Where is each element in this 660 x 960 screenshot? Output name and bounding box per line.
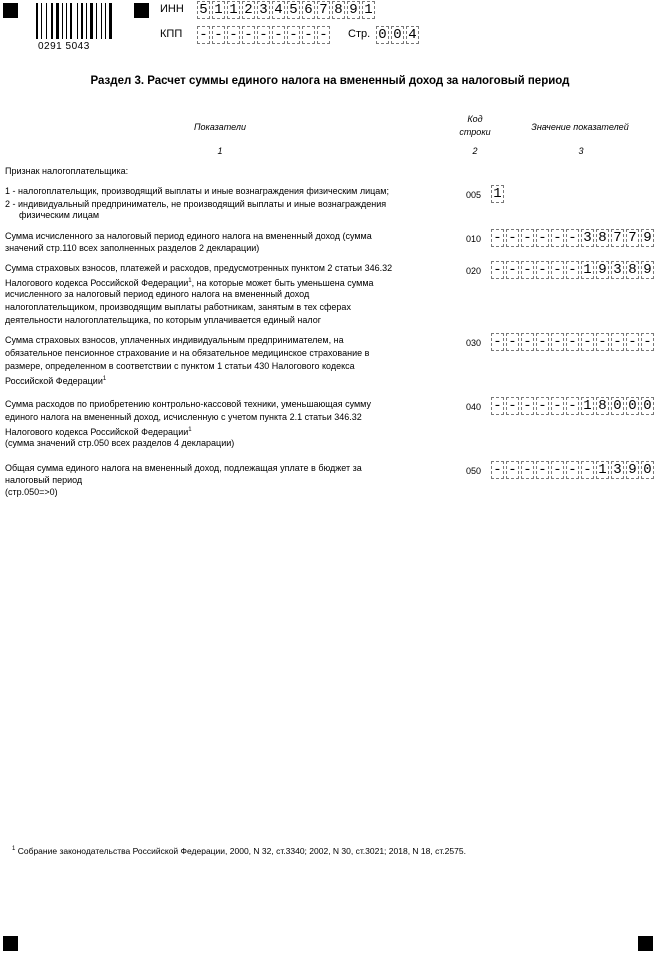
value-cells-005	[491, 185, 506, 203]
value-cells-030	[491, 333, 656, 351]
row-030-line1: Сумма страховых взносов, уплаченных индивидуальным предпринимателем, на	[5, 335, 344, 345]
char-cell: -	[317, 26, 330, 44]
char-cell: -	[566, 461, 579, 479]
section-title: Раздел 3. Расчет суммы единого налога на вмененный доход за налоговый период	[90, 75, 570, 87]
barcode-bar	[79, 3, 80, 39]
char-cell: -	[611, 333, 624, 351]
sign-option-2: 2 - индивидуальный предприниматель, не производящий выплаты и иные вознаграждения	[5, 199, 387, 209]
row-050-line1: Общая сумма единого налога на вмененный доход, подлежащая уплате в бюджет за	[5, 463, 362, 473]
char-cell: -	[626, 333, 639, 351]
column-number-1: 1	[217, 146, 223, 156]
char-cell: -	[551, 261, 564, 279]
row-020-footnote-ref: 1	[188, 278, 192, 284]
char-cell: -	[521, 333, 534, 351]
char-cell: 1	[491, 185, 504, 203]
barcode-bar	[88, 3, 89, 39]
char-cell: -	[521, 397, 534, 415]
row-code-050: 050	[466, 466, 482, 476]
char-cell: -	[491, 461, 504, 479]
char-cell: -	[491, 333, 504, 351]
value-cells-050	[491, 461, 656, 479]
corner-marker-bottom-right	[638, 936, 653, 951]
char-cell: -	[506, 229, 519, 247]
char-cell: 1	[362, 1, 375, 19]
barcode-bar	[51, 3, 53, 39]
char-cell: -	[506, 333, 519, 351]
char-cell: 7	[611, 229, 624, 247]
char-cell: 8	[332, 1, 345, 19]
char-cell: -	[197, 26, 210, 44]
column-header-values: Значение показателей	[531, 122, 629, 132]
char-cell: -	[212, 26, 225, 44]
row-code-010: 010	[466, 234, 482, 244]
char-cell: -	[302, 26, 315, 44]
char-cell: 3	[611, 261, 624, 279]
column-header-code-line1: Код	[467, 114, 483, 124]
char-cell: 4	[272, 1, 285, 19]
barcode-bar	[60, 3, 61, 39]
char-cell: -	[287, 26, 300, 44]
barcode-bar	[86, 3, 88, 39]
barcode-bar	[70, 3, 72, 39]
barcode-bar	[101, 3, 102, 39]
barcode-bar	[46, 3, 47, 39]
char-cell: -	[536, 229, 549, 247]
barcode-bar	[113, 3, 115, 39]
row-040-footnote-ref: 1	[188, 427, 192, 433]
kpp-cells	[197, 26, 332, 44]
row-020-line5: деятельности налогоплательщика, по которым уплачивается единый налог	[5, 315, 322, 325]
char-cell: -	[581, 461, 594, 479]
char-cell: 9	[347, 1, 360, 19]
row-020-line2a: Налогового кодекса Российской Федерации	[5, 278, 189, 288]
char-cell: 0	[376, 26, 389, 44]
row-030-footnote-ref: 1	[102, 376, 107, 382]
char-cell: 3	[611, 461, 624, 479]
char-cell: 5	[197, 1, 210, 19]
page-label: Стр.	[348, 28, 371, 40]
char-cell: -	[566, 261, 579, 279]
char-cell: 0	[641, 397, 654, 415]
footnote	[12, 846, 466, 856]
char-cell: 7	[317, 1, 330, 19]
barcode-bar	[54, 3, 55, 39]
char-cell: -	[536, 397, 549, 415]
inn-cells	[197, 1, 377, 19]
value-cells-020	[491, 261, 656, 279]
char-cell: -	[521, 261, 534, 279]
row-030-line3: размере, определенном в соответствии с пунктом 1 статьи 430 Налогового кодекса	[5, 361, 355, 371]
char-cell: 1	[581, 261, 594, 279]
value-cells-040	[491, 397, 656, 415]
char-cell: -	[566, 229, 579, 247]
barcode-bar	[81, 3, 83, 39]
barcode-bar	[39, 3, 40, 39]
barcode-bar	[62, 3, 63, 39]
char-cell: 9	[641, 229, 654, 247]
column-header-code-line2: строки	[459, 127, 491, 137]
char-cell: -	[551, 461, 564, 479]
footnote-mark: 1	[12, 846, 16, 853]
char-cell: 9	[626, 461, 639, 479]
footnote-text: Собрание законодательства Российской Федерации, 2000, N 32, ст.3340; 2002, N 30, ст.3021; 2018, N 18, ст.2575.	[17, 846, 466, 856]
char-cell: 8	[596, 397, 609, 415]
barcode-bar	[68, 3, 69, 39]
row-030-line4	[5, 373, 106, 388]
sign-option-2-cont: физическим лицам	[19, 210, 100, 220]
char-cell: -	[506, 261, 519, 279]
char-cell: -	[536, 261, 549, 279]
char-cell: 3	[257, 1, 270, 19]
barcode	[36, 3, 116, 39]
barcode-bar	[90, 3, 93, 39]
inn-label: ИНН	[160, 3, 184, 15]
barcode-number: 0291 5043	[38, 41, 90, 52]
kpp-label: КПП	[160, 28, 183, 40]
barcode-bar	[107, 3, 108, 39]
barcode-bar	[77, 3, 78, 39]
char-cell: -	[491, 397, 504, 415]
char-cell: -	[551, 229, 564, 247]
column-number-2: 2	[472, 146, 478, 156]
char-cell: -	[566, 333, 579, 351]
row-010-line1: Сумма исчисленного за налоговый период единого налога на вмененный доход (сумма	[5, 231, 372, 241]
char-cell: -	[536, 461, 549, 479]
char-cell: 8	[626, 261, 639, 279]
row-050-line2: налоговый период	[5, 475, 83, 485]
char-cell: 0	[391, 26, 404, 44]
char-cell: -	[521, 461, 534, 479]
row-020-line4: налогоплательщиком, производящим выплаты работникам, занятым в тех сферах	[5, 302, 351, 312]
barcode-bar	[36, 3, 38, 39]
char-cell: 1	[227, 1, 240, 19]
sign-header: Признак налогоплательщика:	[5, 166, 129, 176]
row-050-line3: (стр.050=>0)	[5, 487, 58, 497]
char-cell: -	[551, 333, 564, 351]
barcode-bar	[41, 3, 42, 39]
barcode-bar	[94, 3, 95, 39]
barcode-bar	[105, 3, 107, 39]
char-cell: -	[641, 333, 654, 351]
char-cell: 5	[287, 1, 300, 19]
barcode-bar	[84, 3, 85, 39]
row-code-005: 005	[466, 190, 482, 200]
column-header-indicators: Показатели	[194, 122, 246, 132]
char-cell: 0	[626, 397, 639, 415]
barcode-bar	[64, 3, 66, 39]
char-cell: 0	[611, 397, 624, 415]
barcode-bar	[109, 3, 112, 39]
char-cell: -	[596, 333, 609, 351]
barcode-bar	[56, 3, 59, 39]
barcode-bar	[103, 3, 104, 39]
char-cell: 3	[581, 229, 594, 247]
char-cell: 4	[406, 26, 419, 44]
row-040-line3a: Налогового кодекса Российской Федерации	[5, 427, 189, 437]
value-cells-010	[491, 229, 656, 247]
row-020-line2b: , на которые может быть уменьшена сумма	[191, 278, 374, 288]
char-cell: 9	[641, 261, 654, 279]
corner-marker-top-right	[134, 3, 149, 18]
barcode-bar	[48, 3, 50, 39]
char-cell: -	[491, 261, 504, 279]
char-cell: -	[581, 333, 594, 351]
row-code-020: 020	[466, 266, 482, 276]
char-cell: -	[491, 229, 504, 247]
row-040-line1: Сумма расходов по приобретению контрольно-кассовой техники, уменьшающая сумму	[5, 399, 371, 409]
row-010-line2: значений стр.110 всех заполненных разделов 2 декларации)	[5, 243, 260, 253]
row-040-line4: (сумма значений стр.050 всех разделов 4 декларации)	[5, 438, 235, 448]
char-cell: 8	[596, 229, 609, 247]
row-030-line4a: Российской Федерации	[5, 376, 103, 386]
column-number-3: 3	[578, 146, 584, 156]
char-cell: -	[566, 397, 579, 415]
char-cell: -	[536, 333, 549, 351]
barcode-bar	[66, 3, 67, 39]
char-cell: 7	[626, 229, 639, 247]
char-cell: 1	[596, 461, 609, 479]
char-cell: 1	[212, 1, 225, 19]
char-cell: 9	[596, 261, 609, 279]
barcode-bar	[96, 3, 97, 39]
corner-marker-top-left	[3, 3, 18, 18]
char-cell: -	[227, 26, 240, 44]
char-cell: 6	[302, 1, 315, 19]
char-cell: -	[506, 397, 519, 415]
row-code-030: 030	[466, 338, 482, 348]
char-cell: -	[257, 26, 270, 44]
row-040-line2: единого налога на вмененный доход, исчисленную с учетом пункта 2.1 статьи 346.32	[5, 412, 362, 422]
char-cell: -	[506, 461, 519, 479]
row-020-line1: Сумма страховых взносов, платежей и расходов, предусмотренных пунктом 2 статьи 346.32	[5, 263, 393, 273]
barcode-bar	[73, 3, 76, 39]
barcode-bar	[98, 3, 100, 39]
char-cell: 0	[641, 461, 654, 479]
char-cell: -	[272, 26, 285, 44]
page-number-cells	[376, 26, 421, 44]
char-cell: -	[521, 229, 534, 247]
char-cell: -	[242, 26, 255, 44]
barcode-bar	[43, 3, 46, 39]
sign-option-1: 1 - налогоплательщик, производящий выплаты и иные вознаграждения физическим лицам;	[5, 186, 389, 196]
row-030-line2: обязательное пенсионное страхование и на обязательное медицинское страхование в	[5, 348, 370, 358]
char-cell: -	[551, 397, 564, 415]
row-code-040: 040	[466, 402, 482, 412]
char-cell: 2	[242, 1, 255, 19]
corner-marker-bottom-left	[3, 936, 18, 951]
char-cell: 1	[581, 397, 594, 415]
row-020-line3: исчисленного за налоговый период единого налога на вмененный доход	[5, 289, 310, 299]
